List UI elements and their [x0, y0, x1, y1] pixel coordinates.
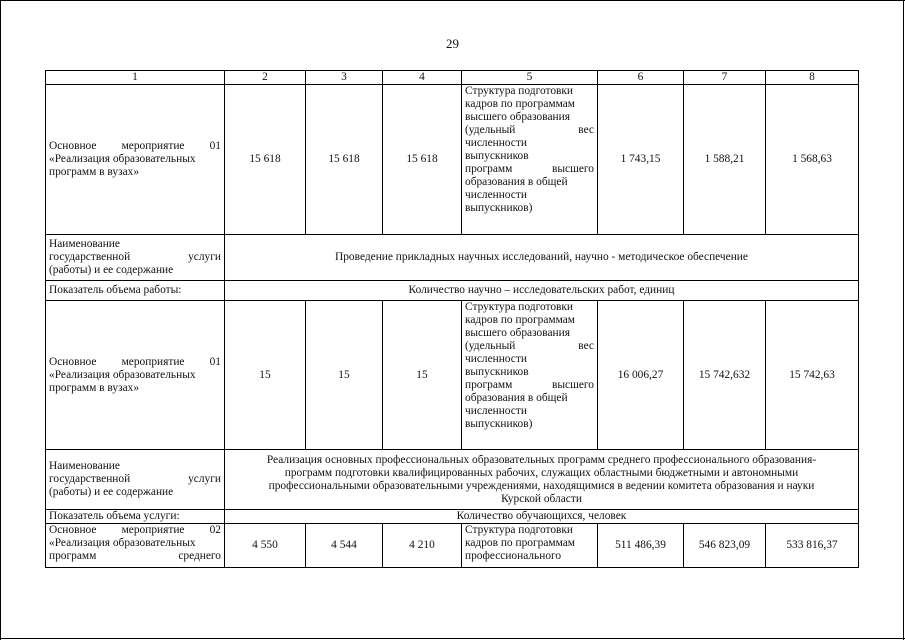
value-cell: 16 006,27	[598, 301, 684, 450]
text: государственной	[49, 473, 131, 485]
activity-name-cell	[46, 301, 225, 450]
text: 01	[209, 140, 221, 152]
text: вес	[578, 124, 594, 136]
text: 01	[209, 355, 221, 368]
header-cell: 1	[46, 71, 225, 85]
text: Основное	[49, 524, 97, 536]
text: программ	[465, 163, 513, 175]
table-row	[46, 301, 859, 450]
indicator-label-cell: Показатель объема услуги:	[46, 510, 225, 524]
scan-border-right	[903, 0, 904, 640]
text: «Реализация образовательных	[49, 537, 196, 549]
indicator-description-cell	[462, 524, 598, 568]
text: численности	[465, 353, 527, 365]
text: кадров по программам	[465, 314, 575, 326]
service-label-cell	[46, 450, 225, 510]
text: государственной	[49, 251, 131, 263]
value-cell: 1 588,21	[684, 85, 766, 235]
value-cell: 15 742,63	[766, 301, 859, 450]
text: программ	[465, 379, 513, 391]
text: Наименование	[49, 238, 120, 250]
indicator-content-cell: Количество научно – исследовательских работ, единиц	[225, 281, 859, 301]
text: 02	[209, 524, 221, 536]
scan-border-left	[0, 0, 1, 640]
text: образования в общей	[465, 392, 568, 404]
value-cell: 511 486,39	[598, 524, 684, 568]
table-row	[46, 524, 859, 568]
text: профессиональными образовательными учреждениями, находящимися в ведении комитета образования и науки	[268, 479, 815, 492]
service-name-row	[46, 235, 859, 281]
value-cell: 4 544	[306, 524, 383, 568]
activity-name-cell	[46, 524, 225, 568]
header-cell: 5	[462, 71, 598, 85]
value-cell: 15 618	[306, 85, 383, 235]
service-label-cell	[46, 235, 225, 281]
text: выпускников	[465, 366, 529, 378]
value-cell: 15 742,632	[684, 301, 766, 450]
text: Наименование	[49, 460, 120, 472]
text: мероприятие	[121, 524, 185, 536]
value-cell: 15	[225, 301, 306, 450]
text: «Реализация образовательных	[49, 368, 196, 381]
text: численности	[465, 189, 527, 201]
value-cell: 1 568,63	[766, 85, 859, 235]
indicator-row	[46, 281, 859, 301]
text: вес	[578, 340, 594, 352]
text: (работы) и ее содержание	[49, 264, 174, 276]
text: образования в общей	[465, 176, 568, 188]
activity-name-cell	[46, 85, 225, 235]
text: высшего образования	[465, 327, 570, 339]
text: услуги	[188, 473, 221, 485]
text: высшего	[552, 379, 594, 391]
text: программ в вузах»	[49, 381, 140, 394]
indicator-row	[46, 510, 859, 524]
text: программ подготовки квалифицированных рабочих, служащих областными бюджетными и автономными	[284, 466, 799, 479]
header-cell: 2	[225, 71, 306, 85]
text: услуги	[188, 251, 221, 263]
scan-border-bottom	[0, 638, 905, 639]
text: среднего	[178, 550, 221, 562]
value-cell: 4 550	[225, 524, 306, 568]
text: высшего	[552, 163, 594, 175]
text: (удельный	[465, 124, 516, 136]
text: Реализация основных профессиональных образовательных программ среднего профессионального образования-	[266, 453, 817, 466]
text: численности	[465, 137, 527, 149]
service-content-cell	[225, 450, 859, 510]
page-number: 29	[446, 36, 459, 51]
text: Структура подготовки	[465, 301, 574, 313]
header-cell: 8	[766, 71, 859, 85]
text: кадров по программам	[465, 537, 575, 549]
value-cell: 546 823,09	[684, 524, 766, 568]
text: Курской области	[501, 492, 582, 505]
value-cell: 533 816,37	[766, 524, 859, 568]
value-cell: 15	[306, 301, 383, 450]
header-cell: 6	[598, 71, 684, 85]
scan-border-top	[0, 0, 905, 1]
text: выпускников	[465, 150, 529, 162]
table-row	[46, 85, 859, 235]
text: (удельный	[465, 340, 516, 352]
header-cell: 4	[383, 71, 462, 85]
text: (работы) и ее содержание	[49, 486, 174, 498]
text: мероприятие	[121, 355, 185, 368]
text: кадров по программам	[465, 98, 575, 110]
value-cell: 4 210	[383, 524, 462, 568]
text: Основное	[49, 140, 97, 152]
indicator-content-cell: Количество обучающихся, человек	[225, 510, 859, 524]
value-cell: 15 618	[383, 85, 462, 235]
program-table	[45, 70, 859, 568]
service-content-cell: Проведение прикладных научных исследований, научно - методическое обеспечение	[225, 235, 859, 281]
text: высшего образования	[465, 111, 570, 123]
text: «Реализация образовательных	[49, 153, 196, 165]
value-cell: 1 743,15	[598, 85, 684, 235]
text: Структура подготовки	[465, 524, 574, 536]
text: профессионального	[465, 550, 562, 562]
value-cell: 15	[383, 301, 462, 450]
text: программ в вузах»	[49, 166, 140, 178]
service-name-row	[46, 450, 859, 510]
indicator-description-cell	[462, 85, 598, 235]
indicator-description-cell	[462, 301, 598, 450]
text: выпускников)	[465, 418, 533, 430]
text: Структура подготовки	[465, 85, 574, 97]
indicator-label-cell: Показатель объема работы:	[46, 281, 225, 301]
value-cell: 15 618	[225, 85, 306, 235]
header-cell: 7	[684, 71, 766, 85]
text: мероприятие	[121, 140, 185, 152]
text: выпускников)	[465, 202, 533, 214]
text: численности	[465, 405, 527, 417]
header-cell: 3	[306, 71, 383, 85]
text: Основное	[49, 355, 97, 368]
text: программ	[49, 550, 97, 562]
header-row	[46, 71, 859, 85]
